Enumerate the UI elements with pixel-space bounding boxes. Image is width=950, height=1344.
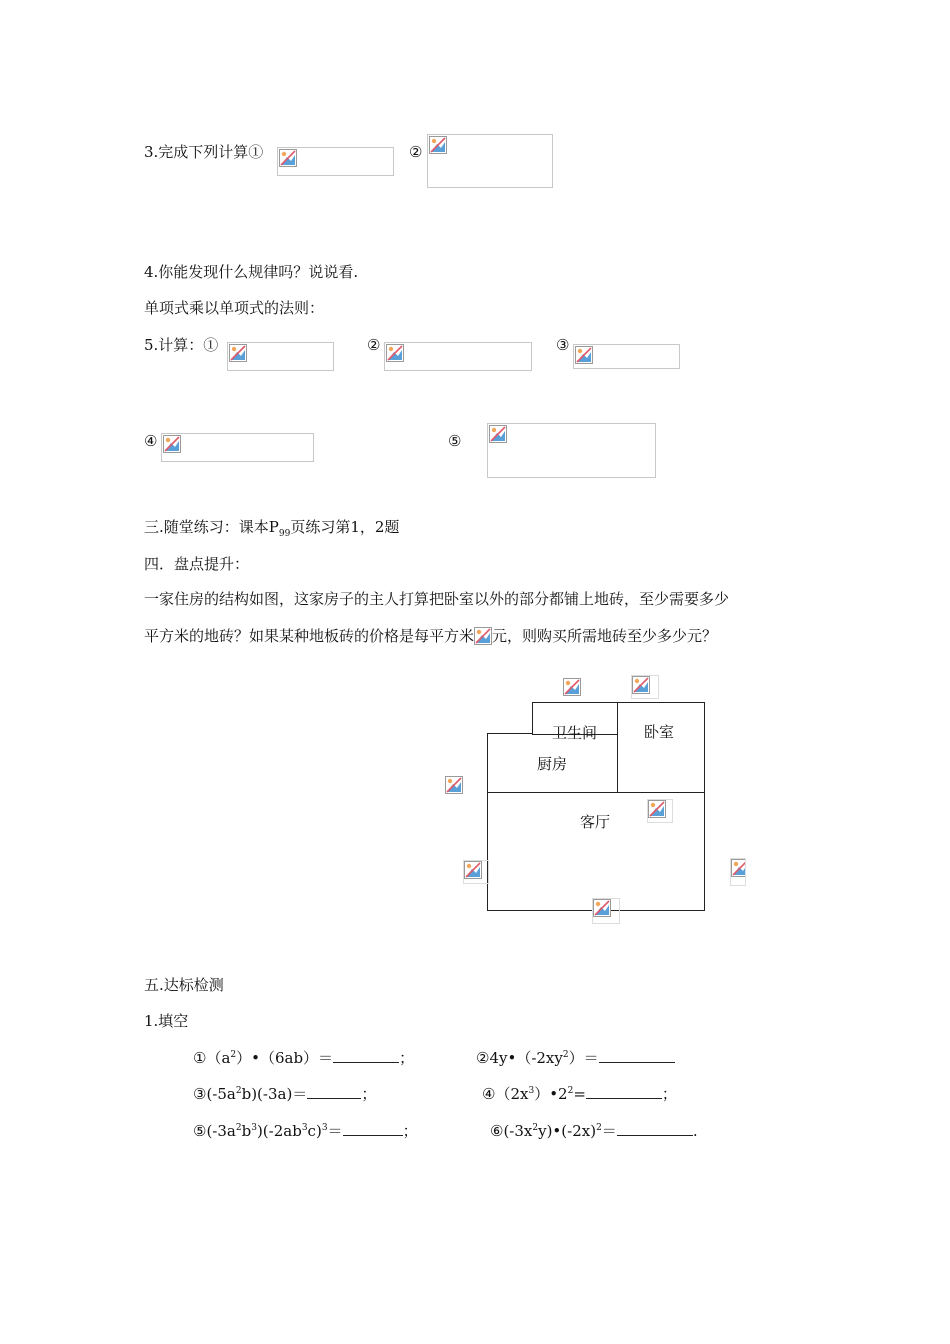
- broken-image-icon: [730, 858, 746, 886]
- broken-image-icon: [386, 344, 404, 362]
- broken-image-icon: [163, 435, 181, 453]
- formula-box: [384, 342, 532, 371]
- broken-image-icon: [429, 136, 447, 154]
- answer-blank[interactable]: [333, 1047, 399, 1063]
- broken-image-icon: [445, 776, 463, 794]
- broken-image-icon: [489, 425, 507, 443]
- formula-box: [277, 147, 394, 176]
- formula-box: [487, 423, 656, 478]
- answer-blank[interactable]: [599, 1047, 675, 1063]
- formula-box: [161, 433, 314, 462]
- fill-item-2: $②4y•(-2xy^2)=$: [476, 1047, 675, 1068]
- problem-line-1: 一家住房的结构如图，这家房子的主人打算把卧室以外的部分都铺上地砖，至少需要多少: [144, 590, 730, 608]
- broken-image-icon: [279, 149, 297, 167]
- fill-item-3: $③(-5a^2b)(-3a)=$ ；: [193, 1085, 377, 1103]
- label-bathroom: 卫生间: [552, 724, 598, 742]
- q3-prefix: 3.完成下列计算①: [144, 143, 264, 161]
- label-living: 客厅: [580, 813, 611, 831]
- q5-circle-2: ②: [367, 336, 381, 354]
- broken-image-icon: [474, 627, 492, 645]
- fill-item-4: $④(2x^3)•2^2=$ ；: [482, 1085, 677, 1103]
- broken-image-icon: [631, 675, 659, 699]
- section-5-title: 五.达标检测: [144, 976, 224, 994]
- room-bedroom: [617, 702, 705, 793]
- broken-image-icon: [575, 346, 593, 364]
- formula-box: [227, 342, 334, 371]
- broken-image-icon: [647, 799, 673, 823]
- label-kitchen: 厨房: [537, 755, 568, 773]
- q5-circle-5: ⑤: [448, 432, 462, 450]
- q5-prefix: 5.计算：①: [144, 336, 219, 354]
- section-3-line: 三.随堂练习：课本$P_{99}$页练习第1，2题: [144, 518, 400, 539]
- answer-blank[interactable]: [343, 1120, 403, 1136]
- fill-title: 1.填空: [144, 1012, 189, 1030]
- q5-circle-3: ③: [556, 336, 570, 354]
- broken-image-icon: [592, 898, 620, 924]
- q3-circle-2: ②: [409, 143, 423, 161]
- broken-image-icon: [463, 860, 489, 884]
- formula-box: [573, 344, 680, 369]
- label-bedroom: 卧室: [644, 723, 675, 741]
- fill-item-1: $①(a^2)•(6ab)=$ ；: [193, 1049, 415, 1067]
- q5-circle-4: ④: [144, 432, 158, 450]
- broken-image-icon: [229, 344, 247, 362]
- section-4-title: 四．盘点提升：: [144, 555, 250, 573]
- rule-text: 单项式乘以单项式的法则：: [144, 299, 325, 317]
- answer-blank[interactable]: [586, 1083, 662, 1099]
- problem-line-2: 平方米的地砖？如果某种地板砖的价格是每平方米 元，则购买所需地砖至少多少元？: [144, 627, 718, 645]
- fill-item-6: $⑥(-3x^2y)•(-2x)^2=$ .: [490, 1122, 698, 1140]
- answer-blank[interactable]: [617, 1120, 693, 1136]
- q4-text: 4.你能发现什么规律吗？说说看.: [144, 263, 359, 281]
- answer-blank[interactable]: [307, 1083, 361, 1099]
- formula-box: [427, 134, 553, 188]
- broken-image-icon: [563, 678, 581, 696]
- fill-item-5: $⑤(-3a^2b^3)(-2ab^3c)^3=$ ；: [193, 1122, 418, 1140]
